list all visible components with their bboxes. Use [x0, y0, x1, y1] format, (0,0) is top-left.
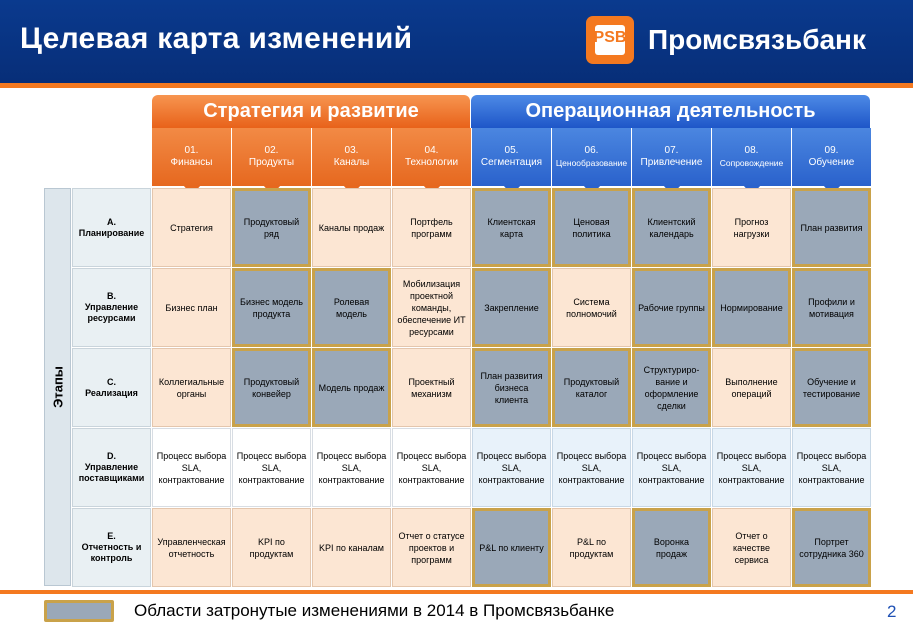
matrix-cell: Процесс выбора SLA, контрактование	[472, 428, 551, 507]
column-label: Сегментация	[480, 157, 543, 168]
footer-divider	[0, 590, 913, 594]
column-number: 08.	[744, 145, 759, 156]
column-label: Привлечение	[640, 157, 703, 168]
matrix-cell: Процесс выбора SLA, контрактование	[632, 428, 711, 507]
row-header-implementation: C. Реализация	[72, 348, 151, 427]
matrix-cell-highlighted: Бизнес модель продукта	[232, 268, 311, 347]
matrix-cell: Отчет о качестве сервиса	[712, 508, 791, 587]
matrix-cell: Процесс выбора SLA, контрактование	[312, 428, 391, 507]
matrix-cell-highlighted: Модель продаж	[312, 348, 391, 427]
matrix-cell: Управленческая отчетность	[152, 508, 231, 587]
column-header-channels	[312, 128, 391, 186]
stages-label-text: Этапы	[50, 366, 65, 408]
matrix-cell: Стратегия	[152, 188, 231, 267]
matrix-cell-highlighted: План развития	[792, 188, 871, 267]
matrix-cell: Портфель программ	[392, 188, 471, 267]
stages-axis-label	[44, 188, 71, 586]
column-number: 04.	[424, 145, 439, 156]
column-header-segmentation	[472, 128, 551, 186]
matrix-cell: Коллегиальные органы	[152, 348, 231, 427]
row-header-planning: A. Планирование	[72, 188, 151, 267]
row-header-resources: B. Управление ресурсами	[72, 268, 151, 347]
column-header-products	[232, 128, 311, 186]
matrix-cell-highlighted: Продуктовый каталог	[552, 348, 631, 427]
column-label: Ценообразование	[555, 158, 628, 168]
legend-text: Области затронутые изменениями в 2014 в Промсвязьбанке	[134, 601, 615, 620]
column-header-technologies	[392, 128, 471, 186]
column-label: Финансы	[170, 157, 213, 168]
matrix-cell-highlighted: Профили и мотивация	[792, 268, 871, 347]
matrix-cell-highlighted: Ценовая политика	[552, 188, 631, 267]
matrix-cell: Проектный механизм	[392, 348, 471, 427]
matrix-cell: P&L по продуктам	[552, 508, 631, 587]
column-label: Сопровождение	[719, 158, 784, 168]
page-title: Целевая карта изменений	[20, 22, 413, 55]
matrix-cell-highlighted: Портрет сотрудника 360	[792, 508, 871, 587]
page-number: 2	[887, 602, 897, 621]
column-label: Каналы	[333, 157, 370, 168]
matrix-cell-highlighted: Рабочие группы	[632, 268, 711, 347]
column-number: 05.	[504, 145, 519, 156]
column-number: 01.	[184, 145, 199, 156]
column-number: 06.	[584, 145, 599, 156]
matrix-cell: Процесс выбора SLA, контрактование	[152, 428, 231, 507]
matrix-cell-highlighted: Ролевая модель	[312, 268, 391, 347]
matrix-cell-highlighted: Продуктовый ряд	[232, 188, 311, 267]
matrix-cell-highlighted: Обучение и тестирование	[792, 348, 871, 427]
matrix-cell-highlighted: Воронка продаж	[632, 508, 711, 587]
matrix-cell: Процесс выбора SLA, контрактование	[792, 428, 871, 507]
matrix-cell: Процесс выбора SLA, контрактование	[552, 428, 631, 507]
matrix-cell: Система полномочий	[552, 268, 631, 347]
matrix-cell-highlighted: Продуктовый конвейер	[232, 348, 311, 427]
matrix-cell-highlighted: Нормирование	[712, 268, 791, 347]
matrix-cell: KPI по каналам	[312, 508, 391, 587]
row-header-suppliers: D. Управление поставщиками	[72, 428, 151, 507]
matrix-cell: Выполнение операций	[712, 348, 791, 427]
matrix-cell: Процесс выбора SLA, контрактование	[392, 428, 471, 507]
matrix-cell: Мобилизация проектной команды, обеспечение ИТ ресурсами	[392, 268, 471, 347]
bank-name: Промсвязьбанк	[648, 24, 866, 55]
column-header-finance	[152, 128, 231, 186]
column-number: 07.	[664, 145, 679, 156]
column-header-acquisition	[632, 128, 711, 186]
matrix-cell: Процесс выбора SLA, контрактование	[712, 428, 791, 507]
row-header-reporting: E. Отчетность и контроль	[72, 508, 151, 587]
matrix-cell: Процесс выбора SLA, контрактование	[232, 428, 311, 507]
column-number: 09.	[824, 145, 839, 156]
column-header-training	[792, 128, 871, 186]
matrix-cell-highlighted: Закрепление	[472, 268, 551, 347]
matrix-cell-highlighted: P&L по клиенту	[472, 508, 551, 587]
matrix-cell-highlighted: Клиентский календарь	[632, 188, 711, 267]
column-number: 02.	[264, 145, 279, 156]
group-operations-header: Операционная деятельность	[471, 95, 870, 128]
matrix-cell: Каналы продаж	[312, 188, 391, 267]
matrix-cell-highlighted: Структуриро-вание и оформление сделки	[632, 348, 711, 427]
matrix-cell: KPI по продуктам	[232, 508, 311, 587]
legend-swatch	[44, 600, 114, 622]
matrix-cell-highlighted: Клиентская карта	[472, 188, 551, 267]
matrix-cell: Прогноз нагрузки	[712, 188, 791, 267]
matrix-cell: Отчет о статусе проектов и программ	[392, 508, 471, 587]
column-number: 03.	[344, 145, 359, 156]
logo-mark-text: PSB	[593, 29, 627, 46]
column-label: Обучение	[808, 157, 855, 168]
matrix-cell-highlighted: План развития бизнеса клиента	[472, 348, 551, 427]
column-label: Продукты	[248, 157, 295, 168]
matrix-cell: Бизнес план	[152, 268, 231, 347]
column-header-support	[712, 128, 791, 186]
header-divider	[0, 83, 913, 88]
header-bar	[0, 0, 913, 83]
psb-logo-icon	[586, 16, 634, 64]
column-label: Технологии	[404, 157, 459, 168]
group-strategy-header: Стратегия и развитие	[152, 95, 470, 128]
column-header-pricing	[552, 128, 631, 186]
